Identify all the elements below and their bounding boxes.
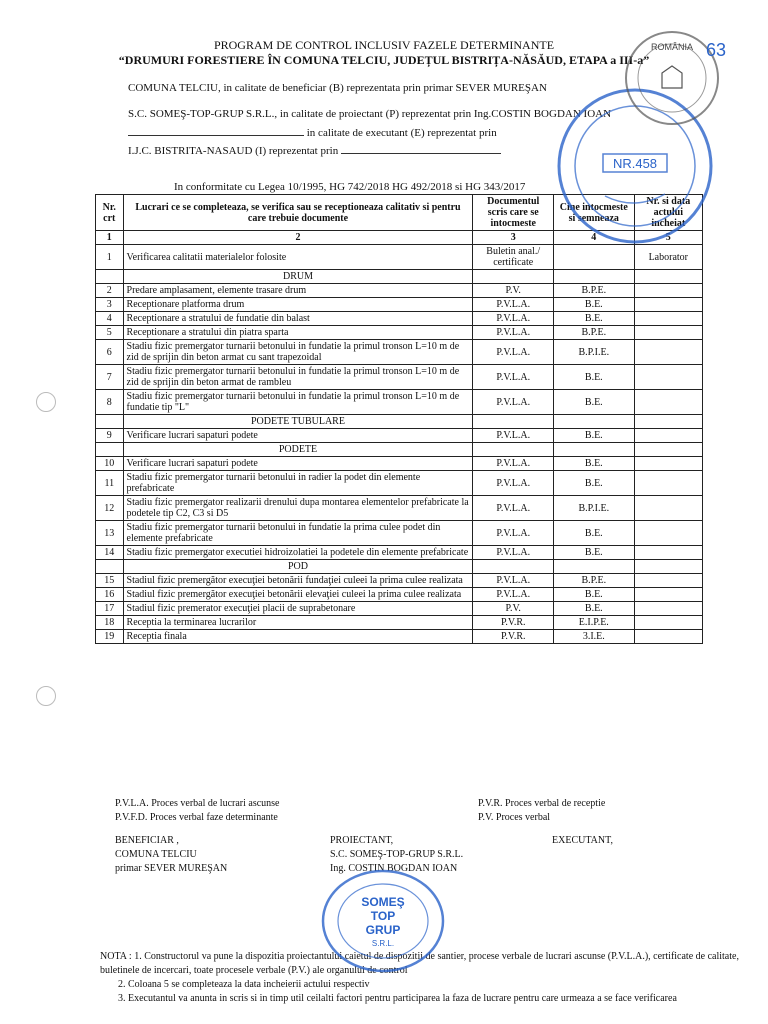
row-act — [634, 616, 702, 630]
svg-text:TOP: TOP — [370, 909, 396, 923]
table-row — [96, 546, 703, 560]
table-row — [96, 312, 703, 326]
seal-text: ROMÂNIA — [650, 42, 694, 52]
table-row — [96, 298, 703, 312]
row-signers: B.P.E. — [554, 284, 635, 298]
row-works: Receptionare a stratului de fundatie din balast — [123, 312, 473, 326]
section-title: DRUM — [123, 270, 473, 284]
row-signers: B.E. — [554, 390, 635, 415]
row-number: 2 — [96, 284, 124, 298]
row-act: Laborator — [634, 245, 702, 270]
section-row — [96, 560, 703, 574]
row-act — [634, 284, 702, 298]
row-signers: B.P.E. — [554, 326, 635, 340]
row-act — [634, 457, 702, 471]
row-number: 6 — [96, 340, 124, 365]
section-title: POD — [123, 560, 473, 574]
row-works: Receptia finala — [123, 630, 473, 644]
col-num: 5 — [634, 231, 702, 245]
beneficiary-line: COMUNA TELCIU, in calitate de beneficiar (B) reprezentata prin primar SEVER MUREŞAN — [128, 82, 547, 94]
row-document: P.V.L.A. — [473, 312, 554, 326]
row-number: 18 — [96, 616, 124, 630]
row-number: 14 — [96, 546, 124, 560]
row-works: Stadiu fizic premergator turnarii betonului in fundatie la primul tronson L=10 m de fundatie tip "L" — [123, 390, 473, 415]
row-act — [634, 630, 702, 644]
section-title: PODETE TUBULARE — [123, 415, 473, 429]
row-works: Verificarea calitatii materialelor folosite — [123, 245, 473, 270]
table-row — [96, 471, 703, 496]
row-works: Stadiu fizic premergator turnarii betonului in radier la podet din elemente prefabricate — [123, 471, 473, 496]
row-number: 17 — [96, 602, 124, 616]
control-table — [95, 194, 703, 644]
row-works: Verificare lucrari sapaturi podete — [123, 457, 473, 471]
row-act — [634, 471, 702, 496]
row-document: P.V. — [473, 284, 554, 298]
row-signers: B.P.I.E. — [554, 496, 635, 521]
row-document: P.V.R. — [473, 616, 554, 630]
table-row — [96, 496, 703, 521]
ijc-blank — [341, 153, 501, 154]
row-number: 1 — [96, 245, 124, 270]
row-act — [634, 365, 702, 390]
row-number: 19 — [96, 630, 124, 644]
col-header-nr: Nr. crt — [96, 195, 124, 231]
row-number: 3 — [96, 298, 124, 312]
row-number: 4 — [96, 312, 124, 326]
nota-item: 3. Executantul va anunta in scris si in timp util ceilalti factori pentru participarea la faza de lucrare pentru care urmeaza a se face verificarea — [118, 993, 677, 1004]
legend-item: P.V.R. Proces verbal de receptie — [478, 798, 606, 809]
row-number: 13 — [96, 521, 124, 546]
program-title: PROGRAM DE CONTROL INCLUSIV FAZELE DETERMINANTE — [213, 38, 555, 52]
row-number: 15 — [96, 574, 124, 588]
svg-text:GRUP: GRUP — [365, 923, 401, 937]
law-line: In conformitate cu Legea 10/1995, HG 742/2018 HG 492/2018 si HG 343/2017 — [174, 181, 526, 193]
row-works: Stadiu fizic premergator turnarii betonului in fundatie la prima culee podet din elemente prefabricate — [123, 521, 473, 546]
row-signers: B.E. — [554, 298, 635, 312]
table-row — [96, 521, 703, 546]
table-row — [96, 588, 703, 602]
row-works: Stadiu fizic premergator realizarii drenului dupa montarea elementelor prefabricate la podetele tip C2, C3 si D5 — [123, 496, 473, 521]
row-works: Stadiul fizic premergător execuţiei betonării elevaţiei culeei la prima culee realizata — [123, 588, 473, 602]
table-row — [96, 365, 703, 390]
nota-item: 2. Coloana 5 se completeaza la data incheierii actului respectiv — [118, 979, 370, 990]
row-number: 7 — [96, 365, 124, 390]
row-document: P.V.L.A. — [473, 365, 554, 390]
table-row — [96, 390, 703, 415]
row-act — [634, 588, 702, 602]
row-document: P.V.L.A. — [473, 298, 554, 312]
row-works: Receptionare platforma drum — [123, 298, 473, 312]
table-row — [96, 602, 703, 616]
punch-hole-icon — [36, 392, 56, 412]
row-number: 10 — [96, 457, 124, 471]
table-row — [96, 457, 703, 471]
row-act — [634, 326, 702, 340]
signature-beneficiar: BENEFICIAR , COMUNA TELCIU primar SEVER MUREŞAN — [115, 835, 228, 874]
row-act — [634, 312, 702, 326]
row-document: P.V.L.A. — [473, 521, 554, 546]
row-act — [634, 390, 702, 415]
legend-item: P.V.L.A. Proces verbal de lucrari ascunse — [115, 798, 280, 809]
legend-right — [478, 797, 605, 825]
row-signers: B.E. — [554, 457, 635, 471]
section-title: PODETE — [123, 443, 473, 457]
row-works: Stadiu fizic premergator turnarii betonului in fundatie la primul tronson L=10 m de zid de sprijin din beton armat cu sant trapezoidal — [123, 340, 473, 365]
row-works: Stadiul fizic premergător execuţiei betonării fundaţiei culeei la prima culee realizata — [123, 574, 473, 588]
project-title: “DRUMURI FORESTIERE ÎN COMUNA TELCIU, JUDEȚUL BISTRIȚA-NĂSĂUD, ETAPA a III-a” — [118, 53, 650, 67]
page-mark: 63 — [706, 40, 727, 60]
col-header-who: Cine intocmeste si semneaza — [554, 195, 635, 231]
company-stamp-icon — [318, 866, 448, 976]
ijc-line: I.J.C. BISTRITA-NASAUD (I) reprezentat prin — [128, 145, 501, 157]
executor-blank — [128, 135, 304, 136]
row-document: Buletin anal./ certificate — [473, 245, 554, 270]
row-signers: B.E. — [554, 546, 635, 560]
row-signers: B.P.I.E. — [554, 340, 635, 365]
legend-item: P.V. Proces verbal — [478, 812, 551, 823]
row-signers: B.E. — [554, 521, 635, 546]
row-works: Stadiul fizic premerator execuţiei placii de suprabetonare — [123, 602, 473, 616]
col-num: 4 — [554, 231, 635, 245]
executor-line: in calitate de executant (E) reprezentat prin — [128, 127, 497, 139]
col-header-doc: Documentul scris care se intocmeste — [473, 195, 554, 231]
row-works: Receptia la terminarea lucrarilor — [123, 616, 473, 630]
row-document: P.V.L.A. — [473, 340, 554, 365]
section-row — [96, 270, 703, 284]
stamp-number: NR.458 — [612, 156, 658, 171]
row-signers: B.E. — [554, 312, 635, 326]
designer-line: S.C. SOMEŞ-TOP-GRUP S.R.L., in calitate de proiectant (P) reprezentat prin Ing.COSTIN BOGDAN IOAN — [128, 108, 612, 120]
row-works: Verificare lucrari sapaturi podete — [123, 429, 473, 443]
punch-hole-icon — [36, 686, 56, 706]
row-number: 8 — [96, 390, 124, 415]
row-act — [634, 521, 702, 546]
row-works: Predare amplasament, elemente trasare drum — [123, 284, 473, 298]
col-num: 1 — [96, 231, 124, 245]
row-document: P.V.L.A. — [473, 588, 554, 602]
col-header-act: Nr. si data actului incheiat — [634, 195, 702, 231]
row-signers: 3.I.E. — [554, 630, 635, 644]
row-document: P.V.L.A. — [473, 429, 554, 443]
legend-left — [115, 797, 280, 825]
row-act — [634, 429, 702, 443]
row-signers: B.E. — [554, 429, 635, 443]
row-signers: B.E. — [554, 602, 635, 616]
row-document: P.V.R. — [473, 630, 554, 644]
row-signers: B.P.E. — [554, 574, 635, 588]
row-act — [634, 574, 702, 588]
row-signers — [554, 245, 635, 270]
row-works: Receptionare a stratului din piatra sparta — [123, 326, 473, 340]
row-act — [634, 546, 702, 560]
row-works: Stadiu fizic premergator executiei hidroizolatiei la podetele din elemente prefabricate — [123, 546, 473, 560]
table-row — [96, 326, 703, 340]
row-document: P.V.L.A. — [473, 390, 554, 415]
table-row — [96, 630, 703, 644]
legend-item: P.V.F.D. Proces verbal faze determinante — [115, 812, 278, 823]
svg-text:SOMEŞ: SOMEŞ — [361, 895, 405, 909]
table-row — [96, 340, 703, 365]
row-number: 9 — [96, 429, 124, 443]
nota-item: NOTA : 1. Constructorul va pune la dispozitia proiectantului caietul de dispozitii de santier, procese verbale de lucrari ascunse (P.V.L.A.), certificate de calitate, buletinele de incercari, toate procesele verbale (P.V.) ale organului de control — [100, 951, 739, 976]
table-row — [96, 245, 703, 270]
row-signers: B.E. — [554, 471, 635, 496]
row-number: 11 — [96, 471, 124, 496]
row-document: P.V.L.A. — [473, 326, 554, 340]
row-document: P.V.L.A. — [473, 496, 554, 521]
row-number: 5 — [96, 326, 124, 340]
table-body — [96, 245, 703, 644]
row-document: P.V. — [473, 602, 554, 616]
row-signers: B.E. — [554, 588, 635, 602]
row-document: P.V.L.A. — [473, 546, 554, 560]
row-act — [634, 298, 702, 312]
col-num: 2 — [123, 231, 473, 245]
table-row — [96, 616, 703, 630]
svg-text:S.R.L.: S.R.L. — [371, 939, 395, 948]
table-row — [96, 574, 703, 588]
col-header-works: Lucrari ce se completeaza, se verifica sau se receptioneaza calitativ si pentru care trebuie documente — [123, 195, 473, 231]
col-num: 3 — [473, 231, 554, 245]
signature-executant: EXECUTANT, — [552, 835, 613, 846]
row-act — [634, 340, 702, 365]
row-number: 16 — [96, 588, 124, 602]
table-row — [96, 429, 703, 443]
section-row — [96, 415, 703, 429]
row-signers: B.E. — [554, 365, 635, 390]
row-works: Stadiu fizic premergator turnarii betonului in fundatie la primul tronson L=10 m de zid de sprijin din beton armat de rambleu — [123, 365, 473, 390]
signature-proiectant: PROIECTANT, S.C. SOMEŞ-TOP-GRUP S.R.L. Ing. COSTIN BOGDAN IOAN — [330, 835, 464, 874]
row-document: P.V.L.A. — [473, 471, 554, 496]
row-signers: E.I.P.E. — [554, 616, 635, 630]
row-act — [634, 602, 702, 616]
section-row — [96, 443, 703, 457]
row-document: P.V.L.A. — [473, 457, 554, 471]
row-act — [634, 496, 702, 521]
row-document: P.V.L.A. — [473, 574, 554, 588]
row-number: 12 — [96, 496, 124, 521]
table-row — [96, 284, 703, 298]
